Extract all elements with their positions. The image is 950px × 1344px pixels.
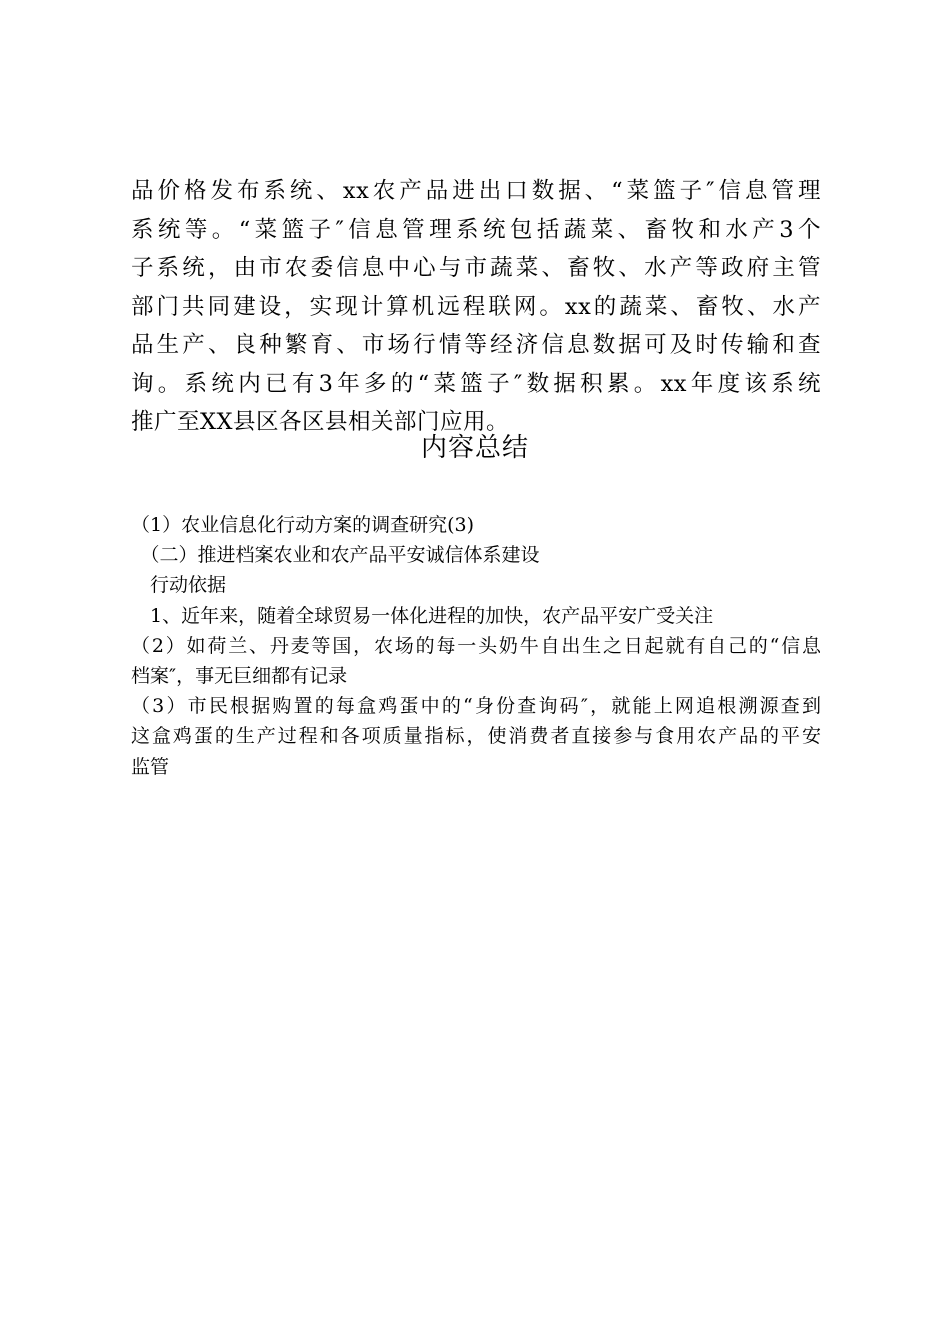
body-line: 系统等。“菜篮子″信息管理系统包括蔬菜、畜牧和水产3个 (131, 216, 821, 243)
summary-line: （1）农业信息化行动方案的调查研究(3) (131, 514, 475, 536)
summary-line: （二）推进档案农业和农产品平安诚信体系建设 (131, 544, 540, 567)
body-paragraph (131, 172, 821, 442)
summary-line: 监管 (131, 755, 170, 778)
body-line: 询。系统内已有3年多的“菜篮子″数据积累。xx年度该系统 (131, 370, 821, 397)
summary-line: 行动依据 (131, 574, 227, 597)
body-line: 部门共同建设，实现计算机远程联网。xx的蔬菜、畜牧、水产 (131, 293, 821, 320)
body-line: 推广至XX县区各区县相关部门应用。 (131, 409, 510, 435)
summary-line: 档案″，事无巨细都有记录 (131, 664, 348, 687)
body-line: 品生产、良种繁育、市场行情等经济信息数据可及时传输和查 (131, 332, 821, 358)
summary-line: （3）市民根据购置的每盒鸡蛋中的“身份查询码″，就能上网追根溯源查到 (131, 695, 821, 718)
summary-heading: 内容总结 (420, 433, 529, 463)
body-line: 子系统，由市农委信息中心与市蔬菜、畜牧、水产等政府主管 (131, 255, 821, 281)
summary-line: 1、近年来，随着全球贸易一体化进程的加快，农产品平安广受关注 (131, 604, 714, 627)
summary-line: 这盒鸡蛋的生产过程和各项质量指标，使消费者直接参与食用农产品的平安 (131, 725, 821, 748)
summary-line: （2）如荷兰、丹麦等国，农场的每一头奶牛自出生之日起就有自己的“信息 (131, 634, 821, 657)
body-line: 品价格发布系统、xx农产品进出口数据、“菜篮子″信息管理 (131, 178, 821, 204)
summary-list (131, 510, 821, 782)
